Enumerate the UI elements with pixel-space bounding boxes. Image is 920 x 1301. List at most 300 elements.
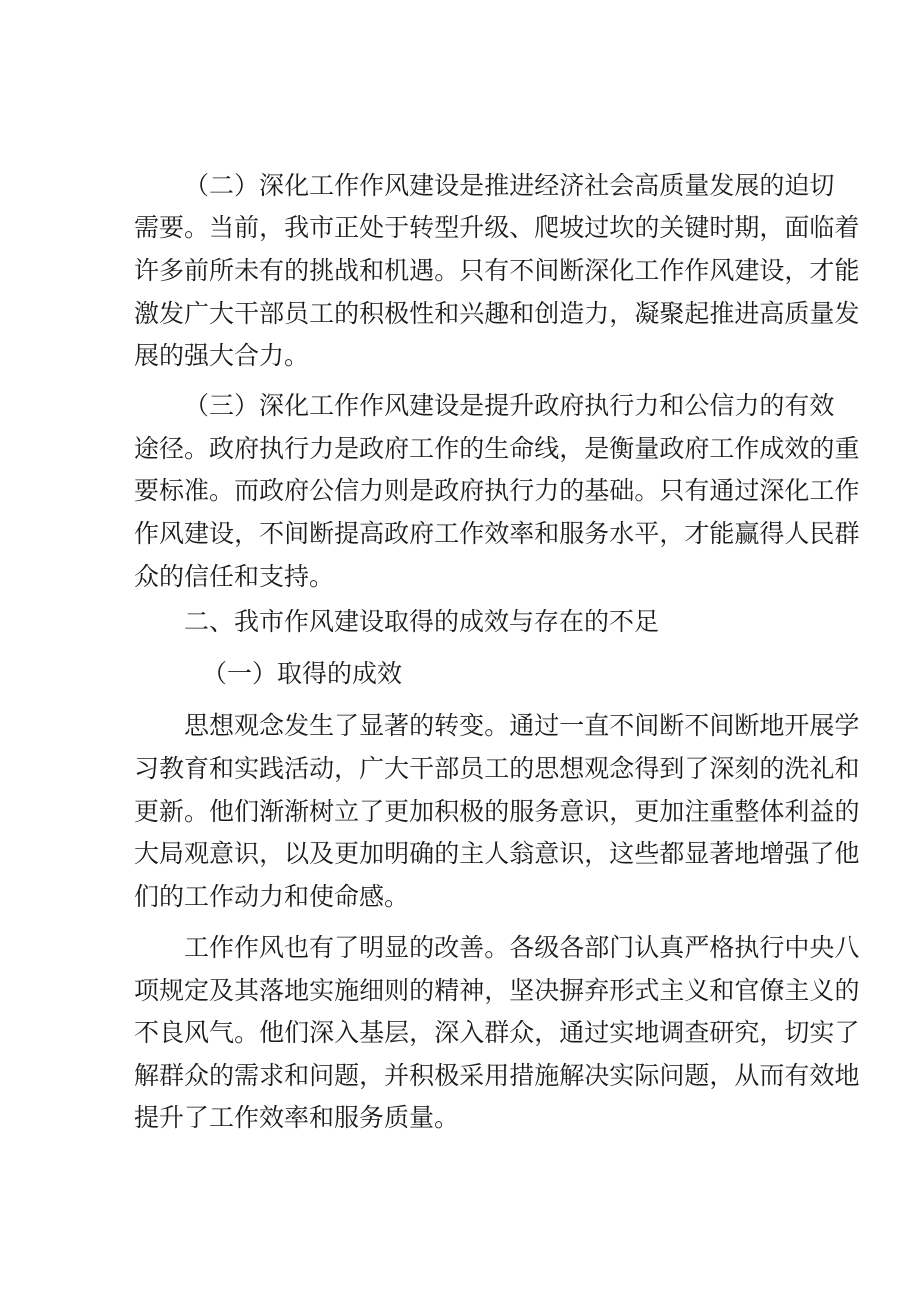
paragraph-char: 效 — [784, 434, 810, 463]
paragraph-char: 进 — [509, 171, 535, 200]
paragraph-char: 趣 — [484, 299, 510, 328]
paragraph-char: 和 — [709, 976, 735, 1005]
paragraph-char: 决 — [584, 1061, 610, 1090]
paragraph-char: 级 — [484, 213, 510, 242]
paragraph-char: 级 — [534, 933, 560, 962]
paragraph-char: 摒 — [559, 976, 585, 1005]
paragraph-char: 是 — [409, 476, 435, 505]
paragraph-char: 善 — [459, 933, 485, 962]
paragraph-char: 风 — [259, 933, 285, 962]
paragraph-char: 重 — [834, 434, 860, 463]
paragraph-char: ， — [409, 1018, 435, 1047]
paragraph-char: 渐 — [259, 797, 285, 826]
paragraph-char: 问 — [659, 1061, 685, 1090]
paragraph-char: 部 — [259, 299, 285, 328]
paragraph-char: 作 — [684, 256, 710, 285]
paragraph-char: ， — [759, 213, 785, 242]
paragraph-char: 决 — [534, 976, 560, 1005]
paragraph-char: 官 — [734, 976, 760, 1005]
paragraph-char: 求 — [259, 1061, 285, 1090]
paragraph-char: 一 — [559, 711, 585, 740]
paragraph-char: 了 — [359, 797, 385, 826]
paragraph-char: 力 — [634, 391, 660, 420]
paragraph-char: 多 — [159, 256, 185, 285]
paragraph-char: 量 — [684, 171, 710, 200]
paragraph-char: 设 — [434, 171, 460, 200]
paragraph-char: 作 — [359, 171, 385, 200]
paragraph-char: 以 — [284, 839, 310, 868]
paragraph-char: 战 — [334, 256, 360, 285]
paragraph-char: 是 — [459, 391, 485, 420]
paragraph-char: 力 — [534, 476, 560, 505]
paragraph-char: 不 — [684, 711, 710, 740]
paragraph-char: 水 — [609, 519, 635, 548]
paragraph-char: 学 — [834, 711, 860, 740]
paragraph-char: 定 — [184, 976, 210, 1005]
paragraph-char: 要 — [159, 213, 185, 242]
paragraph-char: 升 — [459, 213, 485, 242]
paragraph-char: 的 — [284, 256, 310, 285]
paragraph-char: 作 — [334, 171, 360, 200]
paragraph-char: 深 — [434, 1018, 460, 1047]
paragraph-char: 是 — [334, 434, 360, 463]
paragraph-char: 。 — [184, 797, 210, 826]
paragraph-char: 行 — [609, 391, 635, 420]
paragraph-char: 的 — [559, 476, 585, 505]
paragraph-char: 真 — [659, 933, 685, 962]
paragraph-char: 员 — [284, 299, 310, 328]
paragraph-char: 。 — [184, 213, 210, 242]
paragraph-char: 切 — [809, 171, 835, 200]
paragraph-char: 政 — [534, 391, 560, 420]
paragraph-char: 才 — [809, 256, 835, 285]
paragraph-text: 展的强大合力。 — [134, 341, 310, 370]
paragraph-char: 认 — [634, 933, 660, 962]
paragraph-char: 的 — [634, 213, 660, 242]
paragraph-char: 了 — [334, 711, 360, 740]
paragraph-char: 地 — [634, 1018, 660, 1047]
paragraph-char: 转 — [409, 213, 435, 242]
paragraph-line — [0, 710, 920, 742]
paragraph-char: 明 — [359, 933, 385, 962]
paragraph-char: ， — [709, 1061, 735, 1090]
paragraph-char: 成 — [759, 434, 785, 463]
paragraph-char: 务 — [584, 519, 610, 548]
paragraph-char: 显 — [384, 933, 410, 962]
paragraph-char: 中 — [784, 933, 810, 962]
paragraph-char: 注 — [684, 797, 710, 826]
paragraph-char: 的 — [459, 434, 485, 463]
paragraph-char: 育 — [184, 754, 210, 783]
paragraph-char: 型 — [434, 213, 460, 242]
paragraph-char: 形 — [609, 976, 635, 1005]
paragraph-char: 人 — [784, 519, 810, 548]
paragraph-char: 建 — [409, 391, 435, 420]
paragraph-char: 工 — [184, 933, 210, 962]
paragraph-char: 工 — [309, 391, 335, 420]
paragraph-char: 量 — [809, 299, 835, 328]
paragraph-char: 措 — [509, 1061, 535, 1090]
paragraph-char: 礼 — [809, 754, 835, 783]
paragraph-char: 效 — [809, 1061, 835, 1090]
paragraph-char: 过 — [584, 1018, 610, 1047]
paragraph-char: 了 — [684, 754, 710, 783]
paragraph-char: 展 — [809, 711, 835, 740]
subsection-heading — [0, 658, 920, 690]
paragraph-char: 广 — [184, 299, 210, 328]
paragraph-char: 识 — [234, 839, 260, 868]
paragraph-char: 需 — [234, 1061, 260, 1090]
paragraph-char: 大 — [134, 839, 160, 868]
paragraph-char: 机 — [384, 256, 410, 285]
paragraph-char: 开 — [784, 711, 810, 740]
paragraph-char: 坡 — [559, 213, 585, 242]
paragraph-char: 关 — [659, 213, 685, 242]
paragraph-char: 有 — [784, 1061, 810, 1090]
paragraph-char: （ — [184, 391, 210, 420]
paragraph-char: 民 — [809, 519, 835, 548]
paragraph-char: 各 — [509, 933, 535, 962]
paragraph-char: 们 — [284, 1018, 310, 1047]
paragraph-char: 而 — [234, 476, 260, 505]
paragraph-char: 和 — [659, 391, 685, 420]
paragraph-char: 不 — [609, 711, 635, 740]
paragraph-line — [0, 1060, 920, 1092]
paragraph-char: 公 — [309, 476, 335, 505]
paragraph-char: 更 — [384, 797, 410, 826]
paragraph-char: 实 — [609, 1061, 635, 1090]
paragraph-char: 些 — [634, 839, 660, 868]
paragraph-char: 聚 — [659, 299, 685, 328]
paragraph-char: 地 — [834, 1061, 860, 1090]
paragraph-char: 更 — [634, 797, 660, 826]
paragraph-char: 政 — [359, 434, 385, 463]
paragraph-char: 过 — [734, 476, 760, 505]
paragraph-char: 动 — [309, 754, 335, 783]
paragraph-char: 作 — [734, 434, 760, 463]
paragraph-char: 过 — [584, 213, 610, 242]
paragraph-char: 重 — [709, 797, 735, 826]
paragraph-char: 念 — [609, 754, 635, 783]
paragraph-char: 作 — [434, 434, 460, 463]
paragraph-char: 三 — [209, 391, 235, 420]
paragraph-char: 高 — [359, 519, 385, 548]
paragraph-char: 命 — [509, 434, 535, 463]
paragraph-char: 树 — [309, 797, 335, 826]
paragraph-char: 及 — [209, 976, 235, 1005]
paragraph-char: 地 — [759, 711, 785, 740]
paragraph-char: 得 — [634, 754, 660, 783]
paragraph-char: 生 — [484, 434, 510, 463]
paragraph-char: 力 — [734, 391, 760, 420]
section-heading-text: 二、我市作风建设取得的成效与存在的不足 — [184, 607, 660, 636]
paragraph-char: 政 — [259, 476, 285, 505]
paragraph-char: 政 — [434, 476, 460, 505]
paragraph-char: 作 — [209, 933, 235, 962]
paragraph-char: 和 — [509, 299, 535, 328]
paragraph-char: 风 — [159, 519, 185, 548]
paragraph-char: 提 — [484, 391, 510, 420]
paragraph-char: 意 — [534, 839, 560, 868]
paragraph-char: 并 — [384, 1061, 410, 1090]
paragraph-char: 线 — [534, 434, 560, 463]
paragraph-char: 只 — [659, 476, 685, 505]
paragraph-char: 解 — [134, 1061, 160, 1090]
paragraph-char: 教 — [159, 754, 185, 783]
paragraph-char: 处 — [359, 213, 385, 242]
paragraph-char: 干 — [409, 754, 435, 783]
paragraph-char: 也 — [284, 933, 310, 962]
paragraph-char: 是 — [584, 434, 610, 463]
paragraph-char: 显 — [684, 839, 710, 868]
paragraph-char: 设 — [434, 391, 460, 420]
paragraph-char: 局 — [159, 839, 185, 868]
paragraph-char: 间 — [634, 711, 660, 740]
paragraph-char: 深 — [259, 171, 285, 200]
paragraph-char: 切 — [784, 1018, 810, 1047]
paragraph-char: 进 — [734, 299, 760, 328]
paragraph-char: 精 — [434, 976, 460, 1005]
paragraph-char: 断 — [559, 256, 585, 285]
paragraph-char: 的 — [809, 434, 835, 463]
paragraph-char: 各 — [559, 933, 585, 962]
paragraph-char: 有 — [484, 256, 510, 285]
paragraph-char: 实 — [609, 1018, 635, 1047]
paragraph-char: 生 — [309, 711, 335, 740]
paragraph-char: 服 — [509, 797, 535, 826]
paragraph-char: ， — [534, 1018, 560, 1047]
paragraph-char: 体 — [759, 797, 785, 826]
paragraph-char: 变 — [459, 711, 485, 740]
paragraph-char: 发 — [834, 299, 860, 328]
paragraph-line — [0, 753, 920, 785]
paragraph-char: 作 — [834, 476, 860, 505]
paragraph-char: 主 — [784, 976, 810, 1005]
paragraph-char: 力 — [584, 299, 610, 328]
paragraph-char: 基 — [359, 1018, 385, 1047]
paragraph-char: 新 — [159, 797, 185, 826]
paragraph-char: 展 — [734, 171, 760, 200]
paragraph-char: 转 — [434, 711, 460, 740]
paragraph-char: 力 — [359, 476, 385, 505]
paragraph-char: 工 — [409, 434, 435, 463]
paragraph-char: 。 — [209, 476, 235, 505]
paragraph-char: 群 — [834, 519, 860, 548]
paragraph-char: 更 — [334, 839, 360, 868]
paragraph-char: 众 — [184, 1061, 210, 1090]
paragraph-char: 观 — [584, 754, 610, 783]
paragraph-char: 积 — [434, 797, 460, 826]
paragraph-char: 创 — [534, 299, 560, 328]
paragraph-char: 思 — [534, 754, 560, 783]
paragraph-char: 市 — [309, 213, 335, 242]
paragraph-char: 想 — [209, 711, 235, 740]
paragraph-char: 径 — [159, 434, 185, 463]
paragraph-char: 风 — [384, 171, 410, 200]
paragraph-char: 他 — [209, 797, 235, 826]
paragraph-char: 时 — [709, 213, 735, 242]
paragraph-char: 极 — [434, 1061, 460, 1090]
paragraph-char: 信 — [334, 476, 360, 505]
paragraph-char: 化 — [284, 171, 310, 200]
paragraph-char: ， — [609, 299, 635, 328]
paragraph-char: 的 — [409, 976, 435, 1005]
paragraph-char: 府 — [384, 434, 410, 463]
paragraph-char: 作 — [234, 933, 260, 962]
paragraph-char: 众 — [509, 1018, 535, 1047]
paragraph-char: 发 — [709, 171, 735, 200]
paragraph-char: 其 — [234, 976, 260, 1005]
paragraph-char: 风 — [184, 1018, 210, 1047]
paragraph-char: 项 — [134, 976, 160, 1005]
paragraph-char: 加 — [359, 839, 385, 868]
paragraph-char: 化 — [609, 256, 635, 285]
paragraph-char: 我 — [284, 213, 310, 242]
paragraph-char: 而 — [759, 1061, 785, 1090]
paragraph-char: 要 — [134, 476, 160, 505]
paragraph-char: 工 — [809, 476, 835, 505]
paragraph-char: 调 — [659, 1018, 685, 1047]
paragraph-char: ， — [359, 1061, 385, 1090]
paragraph-char: 建 — [184, 519, 210, 548]
paragraph-char: ， — [784, 256, 810, 285]
paragraph-char: 府 — [459, 476, 485, 505]
paragraph-char: 则 — [384, 976, 410, 1005]
paragraph-char: 不 — [259, 519, 285, 548]
paragraph-char: 作 — [359, 391, 385, 420]
paragraph-char: 规 — [159, 976, 185, 1005]
paragraph-char: 能 — [709, 519, 735, 548]
paragraph-char: 途 — [134, 434, 160, 463]
paragraph-char: 弃 — [584, 976, 610, 1005]
paragraph-char: 格 — [709, 933, 735, 962]
paragraph-char: 的 — [409, 711, 435, 740]
paragraph-char: 间 — [534, 256, 560, 285]
paragraph-char: 意 — [209, 839, 235, 868]
paragraph-line — [0, 1102, 920, 1134]
paragraph-char: 断 — [659, 711, 685, 740]
paragraph-char: 工 — [309, 299, 335, 328]
paragraph-char: 的 — [209, 1061, 235, 1090]
paragraph-char: ， — [609, 797, 635, 826]
paragraph-char: 门 — [609, 933, 635, 962]
paragraph-char: 施 — [334, 976, 360, 1005]
paragraph-char: 风 — [709, 256, 735, 285]
paragraph-char: 思 — [184, 711, 210, 740]
paragraph-char: 活 — [284, 754, 310, 783]
paragraph-char: 的 — [759, 171, 785, 200]
paragraph-char: 公 — [684, 391, 710, 420]
paragraph-char: 作 — [659, 256, 685, 285]
paragraph-char: 加 — [659, 797, 685, 826]
paragraph-char: 化 — [784, 476, 810, 505]
paragraph-char: 坎 — [609, 213, 635, 242]
paragraph-char: 有 — [259, 256, 285, 285]
paragraph-char: 念 — [259, 711, 285, 740]
paragraph-char: 干 — [234, 299, 260, 328]
paragraph-char: 积 — [409, 1061, 435, 1090]
paragraph-char: ， — [334, 754, 360, 783]
paragraph-char: 深 — [709, 754, 735, 783]
paragraph-char: 高 — [759, 299, 785, 328]
paragraph-char: 部 — [434, 754, 460, 783]
paragraph-char: 质 — [784, 299, 810, 328]
paragraph-char: 升 — [509, 391, 535, 420]
paragraph-char: 许 — [134, 256, 160, 285]
paragraph-char: 和 — [209, 754, 235, 783]
paragraph-char: 遇 — [409, 256, 435, 285]
paragraph-char: 翁 — [509, 839, 535, 868]
paragraph-char: 践 — [259, 754, 285, 783]
paragraph-char: 通 — [709, 476, 735, 505]
paragraph-line — [0, 298, 920, 330]
paragraph-char: 际 — [634, 1061, 660, 1090]
paragraph-char: 兴 — [459, 299, 485, 328]
paragraph-char: 前 — [184, 256, 210, 285]
paragraph-char: 执 — [584, 391, 610, 420]
paragraph-char: 员 — [459, 754, 485, 783]
paragraph-char: 深 — [309, 1018, 335, 1047]
paragraph-char: 积 — [359, 299, 385, 328]
paragraph-char: 明 — [384, 839, 410, 868]
paragraph-line — [0, 975, 920, 1007]
paragraph-line — [0, 881, 920, 913]
paragraph-char: 的 — [434, 839, 460, 868]
paragraph-char: 益 — [809, 797, 835, 826]
paragraph-char: 有 — [309, 933, 335, 962]
paragraph-char: 都 — [659, 839, 685, 868]
paragraph-char: 到 — [659, 754, 685, 783]
paragraph-char: 著 — [709, 839, 735, 868]
paragraph-char: 和 — [284, 1061, 310, 1090]
paragraph-char: 推 — [709, 299, 735, 328]
paragraph-char: 增 — [759, 839, 785, 868]
paragraph-char: 层 — [384, 1018, 410, 1047]
paragraph-char: 著 — [384, 711, 410, 740]
paragraph-char: 能 — [834, 256, 860, 285]
paragraph-char: ， — [584, 839, 610, 868]
paragraph-char: 得 — [759, 519, 785, 548]
paragraph-char: 府 — [234, 434, 260, 463]
paragraph-char: 立 — [334, 797, 360, 826]
paragraph-char: 效 — [484, 519, 510, 548]
paragraph-char: 直 — [584, 711, 610, 740]
paragraph-char: 执 — [259, 434, 285, 463]
paragraph-line — [0, 340, 920, 372]
paragraph-line — [0, 518, 920, 550]
paragraph-char: 作 — [334, 391, 360, 420]
paragraph-char: 风 — [384, 391, 410, 420]
paragraph-char: ） — [234, 391, 260, 420]
paragraph-char: 加 — [409, 797, 435, 826]
paragraph-char: 强 — [784, 839, 810, 868]
paragraph-char: 府 — [559, 391, 585, 420]
paragraph-char: 实 — [309, 976, 335, 1005]
paragraph-char: 观 — [234, 711, 260, 740]
paragraph-line — [0, 475, 920, 507]
section-heading — [0, 606, 920, 638]
paragraph-char: 工 — [634, 256, 660, 285]
paragraph-char: 的 — [759, 754, 785, 783]
paragraph-char: 严 — [684, 933, 710, 962]
paragraph-char: 神 — [459, 976, 485, 1005]
paragraph-char: ， — [259, 839, 285, 868]
paragraph-char: 和 — [834, 754, 860, 783]
paragraph-char: 需 — [134, 213, 160, 242]
paragraph-char: 气 — [209, 1018, 235, 1047]
paragraph-line — [0, 255, 920, 287]
paragraph-char: 刻 — [734, 754, 760, 783]
